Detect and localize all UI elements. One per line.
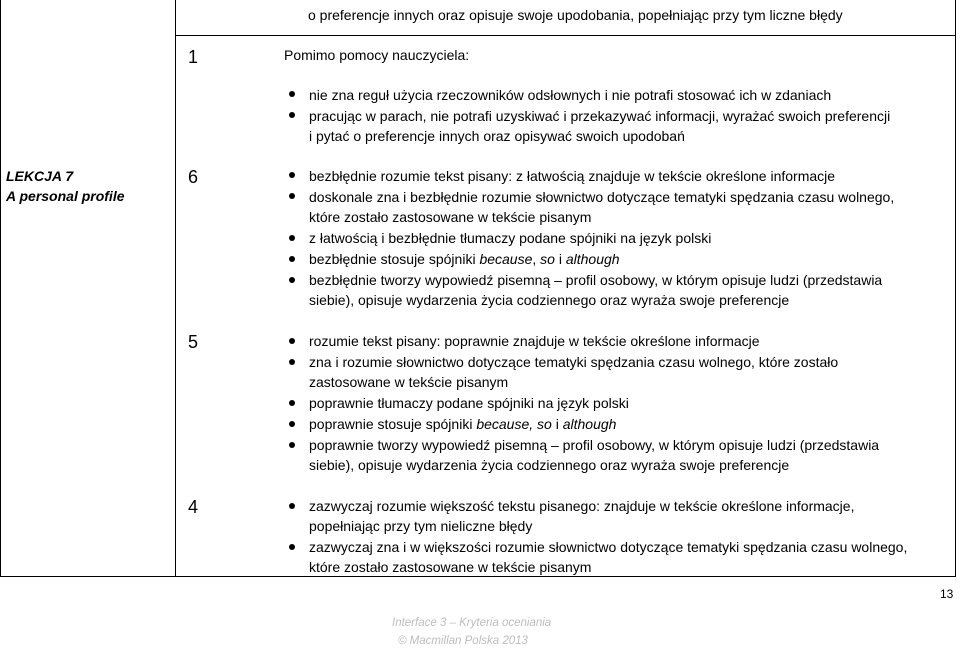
lesson-title: A personal profile bbox=[6, 188, 125, 204]
grade-1-bullet-2-line-2: i pytać o preferencje innych oraz opisywać swoich upodobań bbox=[309, 128, 685, 144]
conjunction-because: because, bbox=[476, 416, 534, 432]
conjunction-because: because bbox=[479, 251, 533, 267]
lesson-number: LEKCJA 7 bbox=[6, 168, 74, 184]
grade-1-bullet-2-line-1: pracując w parach, nie potrafi uzyskiwać i przekazywać informacji, wyrażać swoich preferencji bbox=[309, 108, 891, 124]
grade-6-bullet-5-line-1: bezbłędnie tworzy wypowiedź pisemną – profil osobowy, w którym opisuje ludzi (przedstawia bbox=[309, 272, 883, 288]
grade-5-bullet-4 bbox=[309, 414, 616, 434]
top-continuation-line: o preferencje innych oraz opisuje swoje upodobania, popełniając przy tym liczne błędy bbox=[308, 7, 843, 23]
bullet-icon bbox=[289, 91, 295, 97]
column-divider bbox=[175, 0, 176, 576]
bullet-icon bbox=[289, 544, 295, 550]
conjunction-so: so bbox=[540, 251, 555, 267]
grade-6-bullet-4-text: bezbłędnie stosuje spójniki bbox=[309, 251, 480, 267]
bullet-icon bbox=[289, 421, 295, 427]
page-number: 13 bbox=[940, 587, 954, 601]
bullet-icon bbox=[289, 338, 295, 344]
bullet-icon bbox=[289, 359, 295, 365]
conjunction-i: i bbox=[554, 251, 566, 267]
grade-5-bullet-5-line-1: poprawnie tworzy wypowiedź pisemną – profil osobowy, w którym opisuje ludzi (przedstawia bbox=[309, 437, 880, 453]
grade-6-bullet-4 bbox=[309, 249, 620, 269]
grade-5-bullet-5-line-2: siebie), opisuje wydarzenia życia codziennego oraz wyraża swoje preferencje bbox=[309, 457, 790, 473]
footer-title: Interface 3 – Kryteria oceniania bbox=[392, 617, 552, 629]
grade-5-bullet-3: poprawnie tłumaczy podane spójniki na język polski bbox=[309, 395, 629, 411]
grade-1-intro: Pomimo pomocy nauczyciela: bbox=[284, 47, 470, 63]
grade-6: 6 bbox=[188, 167, 199, 187]
grade-4-bullet-2-line-2: które zostało zastosowane w tekście pisanym bbox=[309, 559, 592, 575]
row-divider bbox=[175, 35, 956, 36]
grade-6-bullet-1: bezbłędnie rozumie tekst pisany: z łatwością znajduje w tekście określone informacje bbox=[309, 168, 836, 184]
bullet-icon bbox=[289, 256, 295, 262]
conjunction-so: so bbox=[537, 416, 552, 432]
grade-5-bullet-2-line-2: zastosowane w tekście pisanym bbox=[309, 374, 509, 390]
conjunction-i: i bbox=[551, 416, 563, 432]
grade-6-bullet-2-line-2: które zostało zastosowane w tekście pisanym bbox=[309, 209, 592, 225]
grade-1-bullet-1: nie zna reguł użycia rzeczowników odsłownych i nie potrafi stosować ich w zdaniach bbox=[309, 87, 832, 103]
bullet-icon bbox=[289, 442, 295, 448]
grade-5: 5 bbox=[188, 332, 199, 352]
grade-4-bullet-1-line-2: popełniając przy tym nieliczne błędy bbox=[309, 518, 533, 534]
bullet-icon bbox=[289, 172, 295, 178]
grade-4: 4 bbox=[188, 497, 199, 517]
conjunction-although: although bbox=[565, 251, 620, 267]
conjunction-although: although bbox=[562, 416, 617, 432]
bullet-icon bbox=[289, 400, 295, 406]
bullet-icon bbox=[289, 193, 295, 199]
bullet-icon bbox=[289, 503, 295, 509]
grade-4-bullet-1-line-1: zazwyczaj rozumie większość tekstu pisanego: znajduje w tekście określone informacje, bbox=[309, 498, 855, 514]
grade-6-bullet-5-line-2: siebie), opisuje wydarzenia życia codziennego oraz wyraża swoje preferencje bbox=[309, 292, 790, 308]
bullet-icon bbox=[289, 277, 295, 283]
comma: , bbox=[532, 251, 541, 267]
lesson-label bbox=[6, 166, 125, 206]
grade-6-bullet-3: z łatwością i bezbłędnie tłumaczy podane spójniki na język polski bbox=[309, 230, 712, 246]
grade-5-bullet-1: rozumie tekst pisany: poprawnie znajduje w tekście określone informacje bbox=[309, 333, 760, 349]
grade-5-bullet-4-text: poprawnie stosuje spójniki bbox=[309, 416, 477, 432]
grade-6-bullet-2-line-1: doskonale zna i bezbłędnie rozumie słownictwo dotyczące tematyki spędzania czasu wolnego, bbox=[309, 189, 895, 205]
grade-5-bullet-2-line-1: zna i rozumie słownictwo dotyczące tematyki spędzania czasu wolnego, które zostało bbox=[309, 354, 839, 370]
bullet-icon bbox=[289, 235, 295, 241]
table-border-left bbox=[0, 0, 1, 576]
bullet-icon bbox=[289, 112, 295, 118]
footer-copyright: © Macmillan Polska 2013 bbox=[398, 635, 528, 647]
grade-4-bullet-2-line-1: zazwyczaj zna i w większości rozumie słownictwo dotyczące tematyki spędzania czasu wolnego, bbox=[309, 539, 908, 555]
table-border-right bbox=[955, 0, 956, 576]
grade-1: 1 bbox=[188, 47, 199, 67]
